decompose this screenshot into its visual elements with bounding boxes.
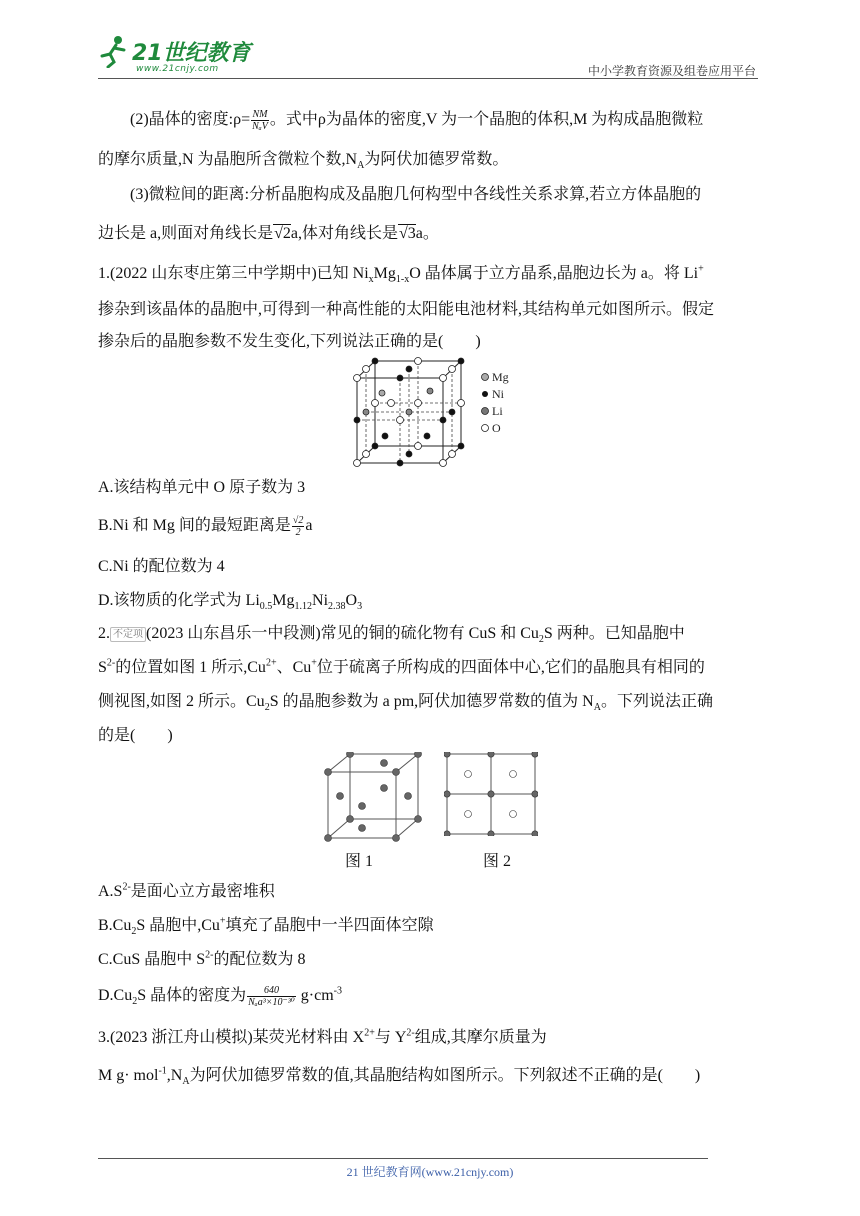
logo-text: 21世纪教育	[132, 41, 251, 66]
q1-b-a: a	[305, 517, 313, 534]
distance-line2-c: a。	[415, 225, 439, 242]
q2-d-unit: g·cm	[296, 987, 334, 1004]
q2-l2-sup3: +	[311, 657, 317, 669]
q1-sup-plus: +	[698, 263, 704, 275]
q1-sub-1-x: 1-x	[395, 274, 410, 286]
q2-l3-a: 侧视图,如图 2 所示。Cu	[98, 693, 265, 710]
logo-url: www.21cnjy.com	[136, 64, 219, 74]
density-line2-a: 的摩尔质量,N 为晶胞所含微粒个数,N	[98, 151, 358, 168]
density-text-b: 。式中ρ为晶体的密度,V 为一个晶胞的体积,M 为构成晶胞微粒	[269, 111, 704, 128]
q1-option-d[interactable]	[98, 589, 362, 613]
q3-l1-sup1: 2+	[364, 1027, 375, 1039]
q2-l2-c: 、Cu	[276, 659, 312, 676]
q2-number: 2.	[98, 625, 110, 642]
q1-d-c: Ni	[312, 592, 329, 609]
q1-b-den: 2	[295, 526, 301, 538]
q3-l2-c: 为阿伏加德罗常数的值,其晶胞结构如图所示。下列叙述不正确的是( )	[189, 1067, 701, 1084]
q3-stem-line2	[98, 1064, 700, 1088]
q3-l1-a: 3.(2023 浙江舟山模拟)某荧光材料由 X	[98, 1029, 365, 1046]
density-text-a: (2)晶体的密度:ρ=	[130, 111, 251, 128]
q3-l2-a: M g· mol	[98, 1067, 159, 1084]
na-subscript: A	[357, 160, 365, 172]
density-line2-b: 为阿伏加德罗常数。	[364, 151, 509, 168]
q3-stem-line1	[98, 1026, 547, 1050]
density-fraction	[251, 109, 269, 132]
q2-l3-s: 2	[264, 702, 270, 714]
q2-stem-line4: 的是( )	[98, 727, 173, 744]
q2-b-s: 2	[131, 926, 137, 938]
q2-l3-b: S 的晶胞参数为 a pm,阿伏加德罗常数的值为 N	[269, 693, 594, 710]
q1-option-a[interactable]: A.该结构单元中 O 原子数为 3	[98, 479, 306, 496]
q3-l2-b: ,N	[166, 1067, 183, 1084]
q2-l2-sup2: 2+	[265, 657, 277, 669]
figure-1-caption: 图 1	[345, 853, 374, 870]
q3-l2-sub: A	[182, 1076, 190, 1088]
q2-b-a: B.Cu	[98, 917, 132, 934]
q1-option-b[interactable]	[98, 514, 313, 538]
q2-l2-d: 位于硫离子所构成的四面体中心,它们的晶胞具有相同的	[316, 659, 705, 676]
sqrt2: √2	[274, 225, 291, 242]
q2-d-a: D.Cu	[98, 987, 133, 1004]
q2-l1-a: (2023 山东昌乐一中段测)常见的铜的硫化物有 CuS 和 Cu	[146, 625, 539, 642]
legend-o: O	[492, 421, 501, 435]
footer-text[interactable]: 21 世纪教育网(www.21cnjy.com)	[346, 1165, 514, 1179]
q2-a-sup: 2-	[122, 881, 131, 893]
header-divider	[98, 78, 758, 79]
density-frac-den: NₐV	[252, 120, 268, 132]
figure-2-caption: 图 2	[483, 853, 512, 870]
footer-divider	[98, 1158, 708, 1159]
density-frac-num: NM	[252, 108, 268, 120]
q2-figure-1	[322, 752, 422, 844]
q2-a-a: A.S	[98, 883, 123, 900]
q2-d-s: 2	[132, 996, 138, 1008]
legend-li: Li	[492, 404, 503, 418]
q2-l1-sub: 2	[538, 634, 544, 646]
q1-d-d: O	[345, 592, 358, 609]
q1-stem-line3: 掺杂后的晶胞参数不发生变化,下列说法正确的是( )	[98, 333, 481, 350]
q1-b-fraction	[292, 515, 305, 538]
q1-l1-b: Mg	[373, 265, 396, 282]
sqrt3: √3	[399, 225, 416, 242]
distance-paragraph: (3)微粒间的距离:分析晶胞构成及晶胞几何构型中各线性关系求算,若立方体晶胞的	[130, 186, 702, 203]
distance-line2-a: 边长是 a,则面对角线长是	[98, 225, 274, 242]
q2-l2-b: 的位置如图 1 所示,Cu	[115, 659, 266, 676]
distance-paragraph-line2	[98, 222, 439, 246]
q2-d-num: 640	[247, 985, 296, 997]
q2-d-den: Nₐa³×10⁻³⁰	[248, 996, 295, 1008]
q2-option-a[interactable]	[98, 880, 275, 904]
q1-b-text: B.Ni 和 Mg 间的最短距离是	[98, 517, 291, 534]
legend-mg: Mg	[492, 370, 509, 384]
q3-l2-sup: -1	[158, 1065, 167, 1077]
q1-crystal-figure	[345, 356, 535, 472]
q1-b-num: √2	[292, 514, 304, 526]
q2-l3-c: 。下列说法正确	[600, 693, 713, 710]
q2-c-a: C.CuS 晶胞中 S	[98, 951, 206, 968]
q2-l2-sup: 2-	[106, 657, 116, 669]
q2-stem-line2	[98, 656, 705, 680]
q2-d-b: S 晶体的密度为	[137, 987, 247, 1004]
q1-stem-line2: 掺杂到该晶体的晶胞中,可得到一种高性能的太阳能电池材料,其结构单元如图所示。假定	[98, 301, 715, 318]
q1-sub-x: x	[368, 274, 374, 286]
q2-b-c: 填充了晶胞中一半四面体空隙	[225, 917, 434, 934]
q2-b-sup: +	[219, 915, 226, 927]
q2-figure-2	[444, 752, 538, 836]
q2-l2-a: S	[98, 659, 107, 676]
q1-l1-a: 1.(2022 山东枣庄第三中学期中)已知 Ni	[98, 265, 369, 282]
q2-stem-line3	[98, 690, 713, 714]
q1-stem-line1	[98, 262, 704, 286]
q1-d-b: Mg	[272, 592, 295, 609]
q1-l1-c: O 晶体属于立方晶系,晶胞边长为 a。将 Li	[409, 265, 699, 282]
q2-option-b[interactable]	[98, 914, 434, 938]
q1-d-a: D.该物质的化学式为 Li	[98, 592, 260, 609]
q2-d-sup: -3	[333, 985, 342, 997]
q2-c-sup: 2-	[205, 949, 214, 961]
q2-option-c[interactable]	[98, 948, 306, 972]
q2-stem-line1	[98, 622, 685, 646]
q3-l1-sup2: 2-	[406, 1027, 415, 1039]
q1-d-s1: 0.5	[259, 601, 273, 613]
q1-option-c[interactable]: C.Ni 的配位数为 4	[98, 558, 225, 575]
multi-choice-tag: 不定项	[110, 627, 146, 642]
q1-d-s2: 1.12	[294, 601, 313, 613]
q2-l1-b: S 两种。已知晶胞中	[543, 625, 685, 642]
density-paragraph	[130, 108, 703, 132]
runner-logo-icon	[98, 34, 128, 68]
q2-l3-sub: A	[593, 702, 601, 714]
density-paragraph-line2	[98, 148, 508, 172]
q2-c-b: 的配位数为 8	[213, 951, 306, 968]
q1-d-s4: 3	[357, 601, 363, 613]
q2-a-b: 是面心立方最密堆积	[130, 883, 275, 900]
legend-ni: Ni	[492, 387, 504, 401]
q2-option-d[interactable]	[98, 984, 342, 1008]
q3-l1-c: 组成,其摩尔质量为	[414, 1029, 547, 1046]
platform-name: 中小学教育资源及组卷应用平台	[587, 64, 756, 78]
q2-b-b: S 晶胞中,Cu	[136, 917, 220, 934]
q3-l1-b: 与 Y	[374, 1029, 407, 1046]
q2-d-fraction	[247, 985, 296, 1008]
distance-line2-b: a,体对角线长是	[290, 225, 398, 242]
q1-d-s3: 2.38	[328, 601, 346, 613]
